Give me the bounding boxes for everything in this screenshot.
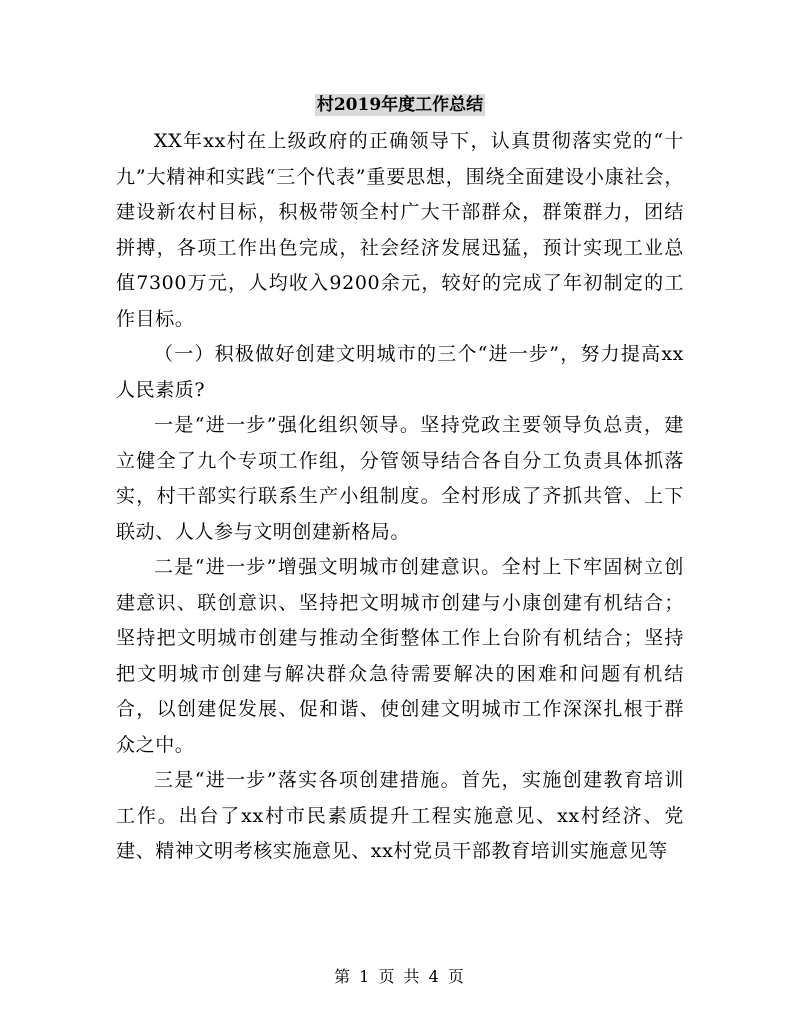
page-title-text: 村2019年度工作总结 [316,95,484,115]
page-number-footer: 第 1 页 共 4 页 [334,967,466,986]
document-body [116,124,684,870]
paragraph-item-one: 一是“进一步”强化组织领导。坚持党政主要领导负总责，建立健全了九个专项工作组，分管领导结合各自分工负责具体抓落实，村干部实行联系生产小组制度。全村形成了齐抓共管、上下联动、人人参与文明创建新格局。 [116,414,684,543]
paragraph-item-three: 三是“进一步”落实各项创建措施。首先，实施创建教育培训工作。出台了xx村市民素质提升工程实施意见、xx村经济、党建、精神文明考核实施意见、xx村党员干部教育培训实施意见等 [116,769,684,862]
paragraph-intro: XX年xx村在上级政府的正确领导下，认真贯彻落实党的“十九”大精神和实践“三个代表”重要思想，围绕全面建设小康社会，建设新农村目标，积极带领全村广大干部群众，群策群力，团结拼搏，各项工作出色完成，社会经济发展迅猛，预计实现工业总值7300万元，人均收入9200余元，较好的完成了年初制定的工作目标。 [116,130,684,330]
paragraph-section-heading: （一）积极做好创建文明城市的三个“进一步”，努力提高xx人民素质? [116,343,684,401]
paragraph-item-two: 二是“进一步”增强文明城市创建意识。全村上下牢固树立创建意识、联创意识、坚持把文明城市创建与小康创建有机结合；坚持把文明城市创建与推动全街整体工作上台阶有机结合；坚持把文明城市创建与解决群众急待需要解决的困难和问题有机结合，以创建促发展、促和谐、使创建文明城市工作深深扎根于群众之中。 [116,556,684,756]
page-title [0,92,800,118]
